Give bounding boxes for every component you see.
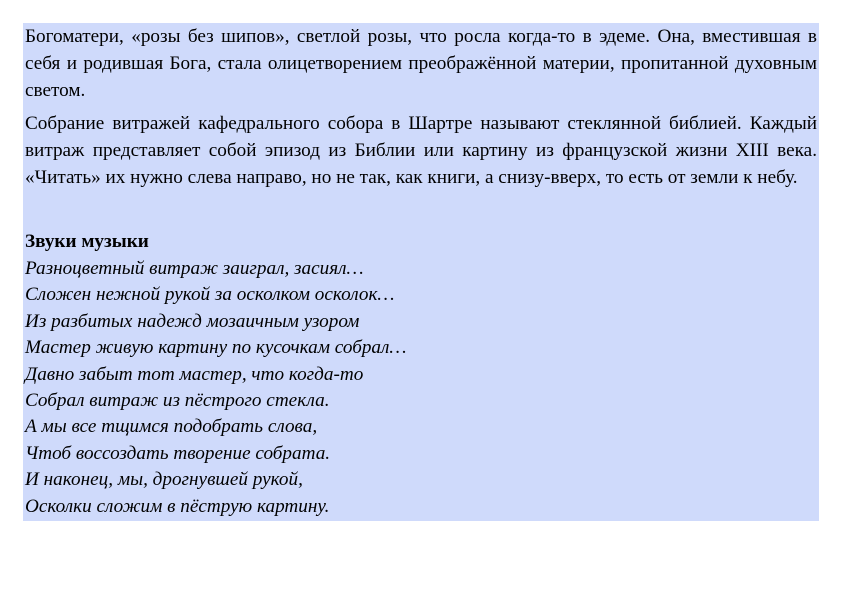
poem-title: Звуки музыки bbox=[25, 231, 149, 252]
poem-line: Давно забыт тот мастер, что когда-то bbox=[25, 363, 364, 385]
poem-lines bbox=[25, 256, 406, 520]
poem-line: И наконец, мы, дрогнувшей рукой, bbox=[25, 469, 303, 491]
poem-line: Собрал витраж из пёстрого стекла. bbox=[25, 389, 330, 411]
paragraph-intro: Богоматери, «розы без шипов», светлой розы, что росла когда-то в эдеме. Она, вместившая в себя и родившая Бога, стала олицетворением преображённой материи, пропитанной духовным светом. bbox=[25, 26, 817, 101]
poem-line: Сложен нежной рукой за осколком осколок… bbox=[25, 284, 395, 306]
poem-line: А мы все тщимся подобрать слова, bbox=[25, 416, 318, 438]
paragraph-chartres: Собрание витражей кафедрального собора в Шартре называют стеклянной библией. Каждый витраж представляет собой эпизод из Библии или картину из французской жизни XIII века. «Читать» их нужно слева направо, но не так, как книги, а снизу-вверх, то есть от земли к небу. bbox=[25, 113, 817, 188]
poem-line: Из разбитых надежд мозаичным узором bbox=[25, 310, 360, 332]
poem-line: Осколки сложим в пёструю картину. bbox=[25, 495, 330, 517]
poem-line: Разноцветный витраж заиграл, засиял… bbox=[25, 258, 364, 279]
poem-line: Чтоб воссоздать творение собрата. bbox=[25, 442, 331, 464]
poem-line: Мастер живую картину по кусочкам собрал… bbox=[25, 337, 407, 359]
text-block bbox=[23, 23, 819, 521]
